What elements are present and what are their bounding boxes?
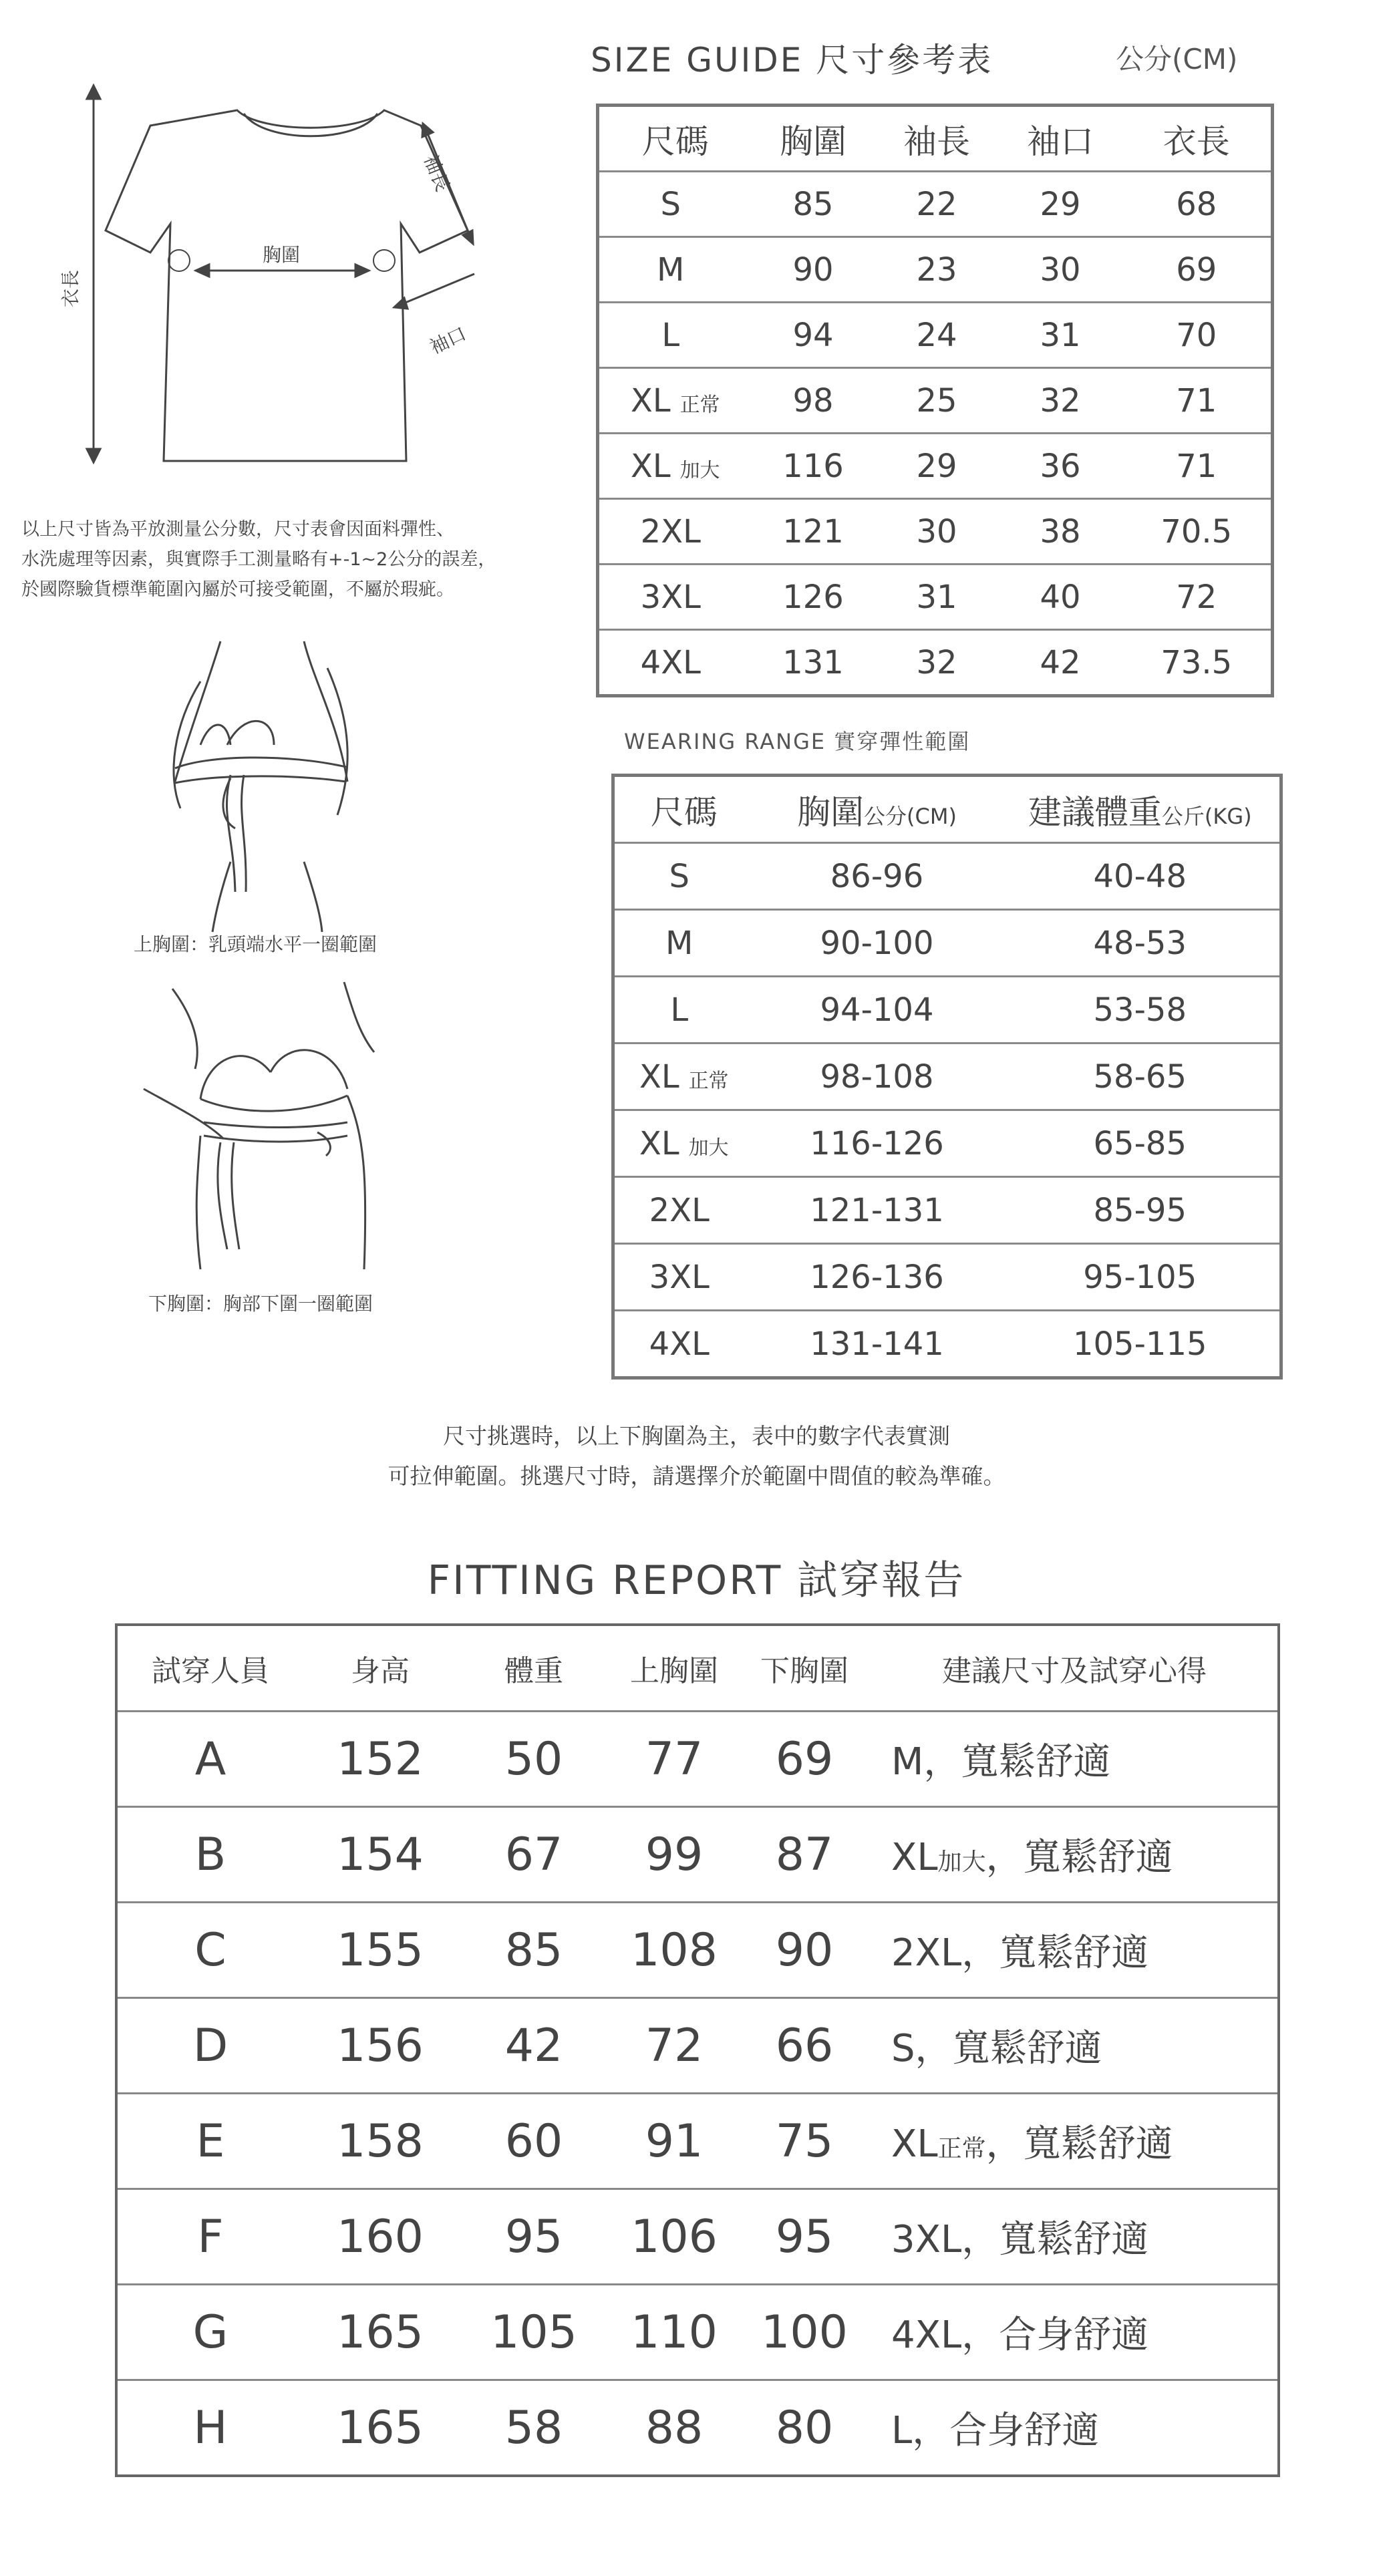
chest-cell: 126 [752,565,875,630]
wearing-range-table [611,774,1283,1380]
height-cell: 155 [303,1903,457,1998]
upper-bust-cell: 99 [611,1807,738,1903]
fit-comment: ，寬鬆舒適 [985,2122,1173,2166]
recommended-size: S [891,2027,915,2070]
table-row [116,2094,1279,2189]
table-row [613,910,1281,977]
length-cell: 70.5 [1122,499,1273,565]
weight-cell: 95 [457,2189,611,2285]
tester-cell: B [116,1807,303,1903]
cuff-cell: 31 [999,303,1122,368]
recommended-size: 4XL [891,2313,962,2357]
header-size: 尺碼 [598,106,752,172]
upper-bust-cell: 106 [611,2189,738,2285]
fitting-report-table [115,1623,1280,2477]
chest-cell: 121 [752,499,875,565]
sleeve-cell: 29 [875,434,999,499]
header-weight: 體重 [457,1625,611,1712]
table-header-row [116,1625,1279,1712]
sleeve-cell: 31 [875,565,999,630]
size-cell: 2XL [640,512,701,550]
size-cell: 3XL [649,1258,710,1296]
size-cell: XL [630,447,671,485]
header-lower-bust: 下胸圍 [738,1625,871,1712]
lower-bust-cell: 69 [738,1712,871,1807]
header-upper-bust: 上胸圍 [611,1625,738,1712]
table-row [116,2189,1279,2285]
table-row [116,2380,1279,2476]
tester-cell: D [116,1998,303,2094]
weight-range-cell: 58-65 [1001,1043,1281,1110]
recommended-size: 2XL [891,1931,962,1975]
upper-bust-cell: 88 [645,2401,704,2454]
height-cell: 165 [337,2401,424,2454]
chest-label: 胸圍 [263,244,301,266]
weight-range-cell: 48-53 [1001,910,1281,977]
lower-bust-cell: 95 [738,2189,871,2285]
chest-range-cell: 131-141 [810,1325,944,1363]
weight-cell: 67 [457,1807,611,1903]
weight-cell: 60 [457,2094,611,2189]
chest-range-cell: 116-126 [754,1110,1001,1177]
tester-cell: A [116,1712,303,1807]
weight-cell: 50 [457,1712,611,1807]
fit-comment: ，合身舒適 [912,2409,1100,2452]
header-sleeve: 袖長 [875,106,999,172]
lower-bust-cell: 90 [738,1903,871,1998]
size-cell: 2XL [649,1191,710,1229]
sleeve-cell: 23 [875,237,999,303]
recommended-size: XL [891,1836,938,1879]
header-weight: 建議體重 [1028,792,1162,832]
cuff-cell: 38 [999,499,1122,565]
size-cell: 4XL [640,643,701,681]
sleeve-cell: 32 [916,643,957,681]
recommended-size: M [891,1740,924,1784]
header-chest: 胸圍 [797,792,865,832]
recommended-size: L [891,2409,913,2452]
table-row [613,1244,1281,1311]
height-cell: 165 [303,2285,457,2380]
size-cell: L [670,991,689,1029]
fit-comment: ，寬鬆舒適 [915,2027,1102,2070]
table-row [598,303,1273,368]
sleeve-cell: 30 [875,499,999,565]
chest-range-cell: 86-96 [754,843,1001,910]
header-cuff: 袖口 [999,106,1122,172]
tester-cell: H [193,2401,228,2454]
size-tag: 正常 [688,1069,729,1093]
table-row [598,630,1273,696]
recommended-size: 3XL [891,2218,962,2261]
height-cell: 152 [303,1712,457,1807]
chest-cell: 90 [752,237,875,303]
table-row [116,1903,1279,1998]
table-row [598,434,1273,499]
size-cell: S [669,857,689,895]
fit-comment: ，寬鬆舒適 [923,1740,1111,1784]
size-cell: S [660,185,681,223]
table-row [598,237,1273,303]
sleeve-cell: 22 [875,172,999,237]
table-header-row [598,106,1273,172]
size-guide-title: SIZE GUIDE 尺寸參考表 [591,41,993,79]
fit-comment: ，寬鬆舒適 [961,2218,1149,2261]
selection-note-line: 可拉伸範圍。挑選尺寸時，請選擇介於範圍中間值的較為準確。 [388,1463,1005,1489]
size-cell: XL [639,1058,679,1096]
cuff-cell: 30 [999,237,1122,303]
size-guide-unit: 公分(CM) [1116,43,1238,75]
chest-cell: 131 [782,643,844,681]
note-line: 水洗處理等因素，與實際手工測量略有+-1~2公分的誤差， [21,549,496,570]
recommended-size-tag: 正常 [937,2135,986,2162]
length-cell: 68 [1122,172,1273,237]
size-cell: L [661,316,680,354]
header-length: 衣長 [1122,106,1273,172]
lower-bust-cell: 66 [738,1998,871,2094]
height-cell: 154 [303,1807,457,1903]
length-cell: 73.5 [1160,643,1233,681]
table-row [116,2285,1279,2380]
note-line: 以上尺寸皆為平放測量公分數，尺寸表會因面料彈性、 [21,519,454,540]
cuff-label: 袖口 [426,322,470,359]
table-header-row [613,776,1281,843]
size-cell: 4XL [649,1325,710,1363]
table-row [598,172,1273,237]
length-cell: 69 [1122,237,1273,303]
chest-cell: 98 [752,368,875,434]
upper-bust-caption: 上胸圍：乳頭端水平一圈範圍 [134,933,377,955]
cuff-cell: 29 [999,172,1122,237]
table-row [598,368,1273,434]
note-line: 於國際驗貨標準範圍內屬於可接受範圍，不屬於瑕疵。 [21,579,454,600]
table-row [613,977,1281,1043]
selection-note-line: 尺寸挑選時，以上下胸圍為主，表中的數字代表實測 [443,1423,950,1449]
weight-cell: 58 [504,2401,563,2454]
header-chest: 胸圍 [752,106,875,172]
recommended-size: XL [891,2122,938,2166]
weight-range-cell: 105-115 [1072,1325,1207,1363]
length-cell: 71 [1122,434,1273,499]
table-row [116,1807,1279,1903]
size-tag: 加大 [679,458,720,482]
lower-bust-illustration [0,0,508,1283]
cuff-cell: 36 [999,434,1122,499]
size-cell: 3XL [640,578,701,616]
height-cell: 156 [303,1998,457,2094]
size-tag: 加大 [688,1136,729,1160]
length-label: 衣長 [59,269,82,307]
lower-bust-cell: 80 [775,2401,834,2454]
height-cell: 160 [303,2189,457,2285]
table-row [598,499,1273,565]
weight-range-cell: 65-85 [1001,1110,1281,1177]
chest-cell: 116 [752,434,875,499]
header-height: 身高 [303,1625,457,1712]
weight-range-cell: 85-95 [1001,1177,1281,1244]
weight-range-cell: 40-48 [1001,843,1281,910]
lower-bust-cell: 100 [738,2285,871,2380]
chest-cell: 94 [752,303,875,368]
table-row [613,843,1281,910]
table-row [613,1110,1281,1177]
upper-bust-cell: 91 [611,2094,738,2189]
fit-comment: ，寬鬆舒適 [985,1836,1173,1879]
size-cell: XL [630,381,671,420]
upper-bust-cell: 77 [611,1712,738,1807]
fit-comment: ，寬鬆舒適 [961,1931,1149,1975]
table-row [116,1998,1279,2094]
sleeve-label: 袖長 [419,151,454,195]
table-row [116,1712,1279,1807]
table-row [613,1043,1281,1110]
cuff-cell: 40 [999,565,1122,630]
chest-cell: 85 [752,172,875,237]
size-cell: XL [639,1124,679,1162]
header-chest-unit: 公分(CM) [864,803,957,829]
size-tag: 正常 [679,393,720,417]
weight-range-cell: 53-58 [1001,977,1281,1043]
recommended-size-tag: 加大 [937,1848,986,1876]
table-row [613,1177,1281,1244]
size-cell: M [657,251,685,289]
weight-cell: 42 [457,1998,611,2094]
sleeve-cell: 25 [875,368,999,434]
upper-bust-cell: 108 [611,1903,738,1998]
chest-range-cell: 90-100 [754,910,1001,977]
tester-cell: E [116,2094,303,2189]
header-size: 尺碼 [613,776,754,843]
length-cell: 72 [1122,565,1273,630]
selection-note [0,1416,1393,1496]
fit-comment: ，合身舒適 [961,2313,1149,2357]
header-weight-unit: 公斤(KG) [1161,803,1252,829]
length-cell: 71 [1122,368,1273,434]
sleeve-cell: 24 [875,303,999,368]
chest-range-cell: 126-136 [754,1244,1001,1311]
cuff-cell: 42 [1040,643,1081,681]
chest-range-cell: 94-104 [754,977,1001,1043]
upper-bust-cell: 72 [611,1998,738,2094]
table-row [613,1311,1281,1378]
lower-bust-caption: 下胸圍：胸部下圍一圈範圍 [148,1293,373,1315]
fitting-report-title: FITTING REPORT 試穿報告 [427,1557,966,1604]
height-cell: 158 [303,2094,457,2189]
weight-range-cell: 95-105 [1001,1244,1281,1311]
tester-cell: C [116,1903,303,1998]
header-tester: 試穿人員 [116,1625,303,1712]
size-guide-table [596,104,1274,697]
length-cell: 70 [1122,303,1273,368]
table-row [598,565,1273,630]
header-recommendation: 建議尺寸及試穿心得 [871,1625,1279,1712]
chest-range-cell: 121-131 [754,1177,1001,1244]
tester-cell: F [116,2189,303,2285]
upper-bust-cell: 110 [611,2285,738,2380]
cuff-cell: 32 [999,368,1122,434]
lower-bust-cell: 75 [738,2094,871,2189]
weight-cell: 85 [457,1903,611,1998]
lower-bust-cell: 87 [738,1807,871,1903]
tester-cell: G [116,2285,303,2380]
size-cell: M [665,924,693,962]
weight-cell: 105 [457,2285,611,2380]
chest-range-cell: 98-108 [754,1043,1001,1110]
wearing-range-title: WEARING RANGE 實穿彈性範圍 [624,729,971,754]
